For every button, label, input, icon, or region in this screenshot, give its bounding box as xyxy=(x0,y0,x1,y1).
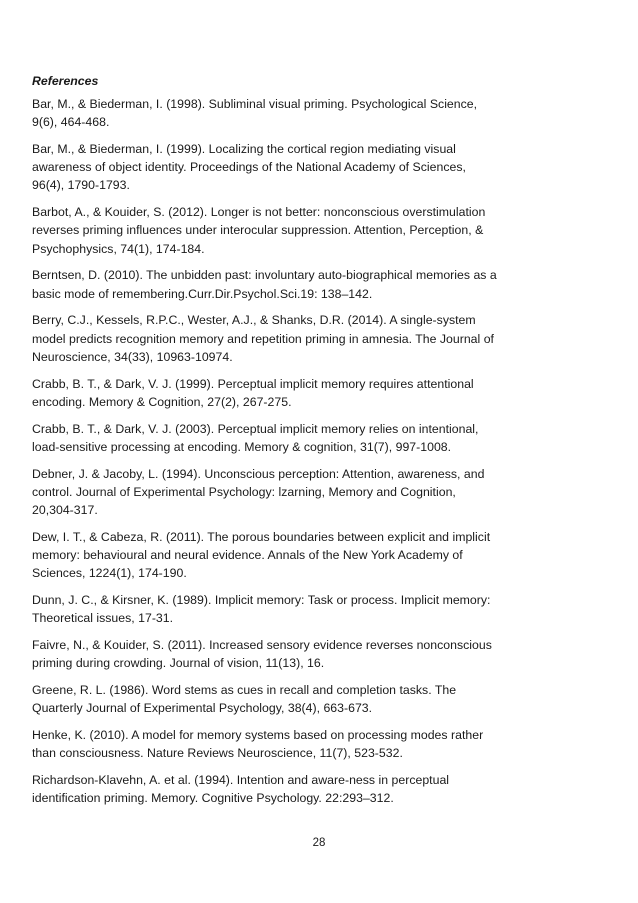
reference-line: Faivre, N., & Kouider, S. (2011). Increased sensory evidence reverses nonconscious xyxy=(32,638,492,653)
reference-entry xyxy=(32,636,532,672)
reference-entry xyxy=(32,771,532,807)
reference-entry xyxy=(32,591,532,627)
reference-line: Greene, R. L. (1986). Word stems as cues in recall and completion tasks. The xyxy=(32,683,457,698)
reference-line: Barbot, A., & Kouider, S. (2012). Longer is not better: nonconscious overstimulation xyxy=(32,205,486,220)
reference-line: Psychophysics, 74(1), 174-184. xyxy=(32,241,205,256)
reference-line: Dunn, J. C., & Kirsner, K. (1989). Implicit memory: Task or process. Implicit memory: xyxy=(32,593,491,608)
reference-line: load-sensitive processing at encoding. Memory & cognition, 31(7), 997-1008. xyxy=(32,439,452,454)
reference-entry xyxy=(32,375,532,411)
reference-entry xyxy=(32,528,532,583)
reference-line: encoding. Memory & Cognition, 27(2), 267-275. xyxy=(32,394,292,409)
reference-list xyxy=(32,95,532,807)
reference-line: 20,304-317. xyxy=(32,503,98,518)
reference-line: Richardson-Klavehn, A. et al. (1994). Intention and aware-ness in perceptual xyxy=(32,773,450,788)
reference-line: Theoretical issues, 17-31. xyxy=(32,611,174,626)
reference-line: Quarterly Journal of Experimental Psychology, 38(4), 663-673. xyxy=(32,701,373,716)
reference-line: Sciences, 1224(1), 174-190. xyxy=(32,566,187,581)
reference-entry xyxy=(32,95,532,131)
reference-line: Berntsen, D. (2010). The unbidden past: involuntary auto-biographical memories as a xyxy=(32,268,497,283)
reference-line: Berry, C.J., Kessels, R.P.C., Wester, A.J., & Shanks, D.R. (2014). A single-system xyxy=(32,313,476,328)
reference-entry xyxy=(32,140,532,195)
reference-entry xyxy=(32,681,532,717)
reference-entry xyxy=(32,726,532,762)
reference-line: Debner, J. & Jacoby, L. (1994). Unconscious perception: Attention, awareness, and xyxy=(32,466,485,481)
reference-line: control. Journal of Experimental Psychology: lzarning, Memory and Cognition, xyxy=(32,484,456,499)
reference-line: than consciousness. Nature Reviews Neuroscience, 11(7), 523-532. xyxy=(32,746,403,761)
reference-line: 9(6), 464-468. xyxy=(32,115,110,130)
reference-entry xyxy=(32,311,532,366)
reference-entry xyxy=(32,266,532,302)
reference-line: identification priming. Memory. Cognitive Psychology. 22:293–312. xyxy=(32,791,394,806)
reference-line: memory: behavioural and neural evidence. Annals of the New York Academy of xyxy=(32,548,463,563)
reference-line: priming during crowding. Journal of vision, 11(13), 16. xyxy=(32,656,325,671)
reference-line: model predicts recognition memory and repetition priming in amnesia. The Journal of xyxy=(32,331,494,346)
reference-line: 96(4), 1790-1793. xyxy=(32,178,130,193)
reference-line: Crabb, B. T., & Dark, V. J. (1999). Perceptual implicit memory requires attentional xyxy=(32,376,474,391)
references-heading: References xyxy=(32,74,99,88)
reference-line: awareness of object identity. Proceedings of the National Academy of Sciences, xyxy=(32,160,466,175)
page-number: 28 xyxy=(312,837,326,849)
reference-line: Crabb, B. T., & Dark, V. J. (2003). Perceptual implicit memory relies on intentional, xyxy=(32,421,479,436)
document-page xyxy=(32,72,532,816)
reference-line: Neuroscience, 34(33), 10963-10974. xyxy=(32,349,233,364)
reference-line: Bar, M., & Biederman, I. (1999). Localizing the cortical region mediating visual xyxy=(32,142,456,156)
reference-line: Bar, M., & Biederman, I. (1998). Subliminal visual priming. Psychological Science, xyxy=(32,97,478,111)
reference-entry xyxy=(32,420,532,456)
reference-line: Dew, I. T., & Cabeza, R. (2011). The porous boundaries between explicit and implicit xyxy=(32,529,491,544)
reference-entry xyxy=(32,465,532,520)
reference-line: Henke, K. (2010). A model for memory systems based on processing modes rather xyxy=(32,728,484,743)
reference-line: basic mode of remembering.Curr.Dir.Psychol.Sci.19: 138–142. xyxy=(32,286,373,301)
reference-line: reverses priming influences under interocular suppression. Attention, Perception, & xyxy=(32,223,484,238)
reference-entry xyxy=(32,203,532,258)
